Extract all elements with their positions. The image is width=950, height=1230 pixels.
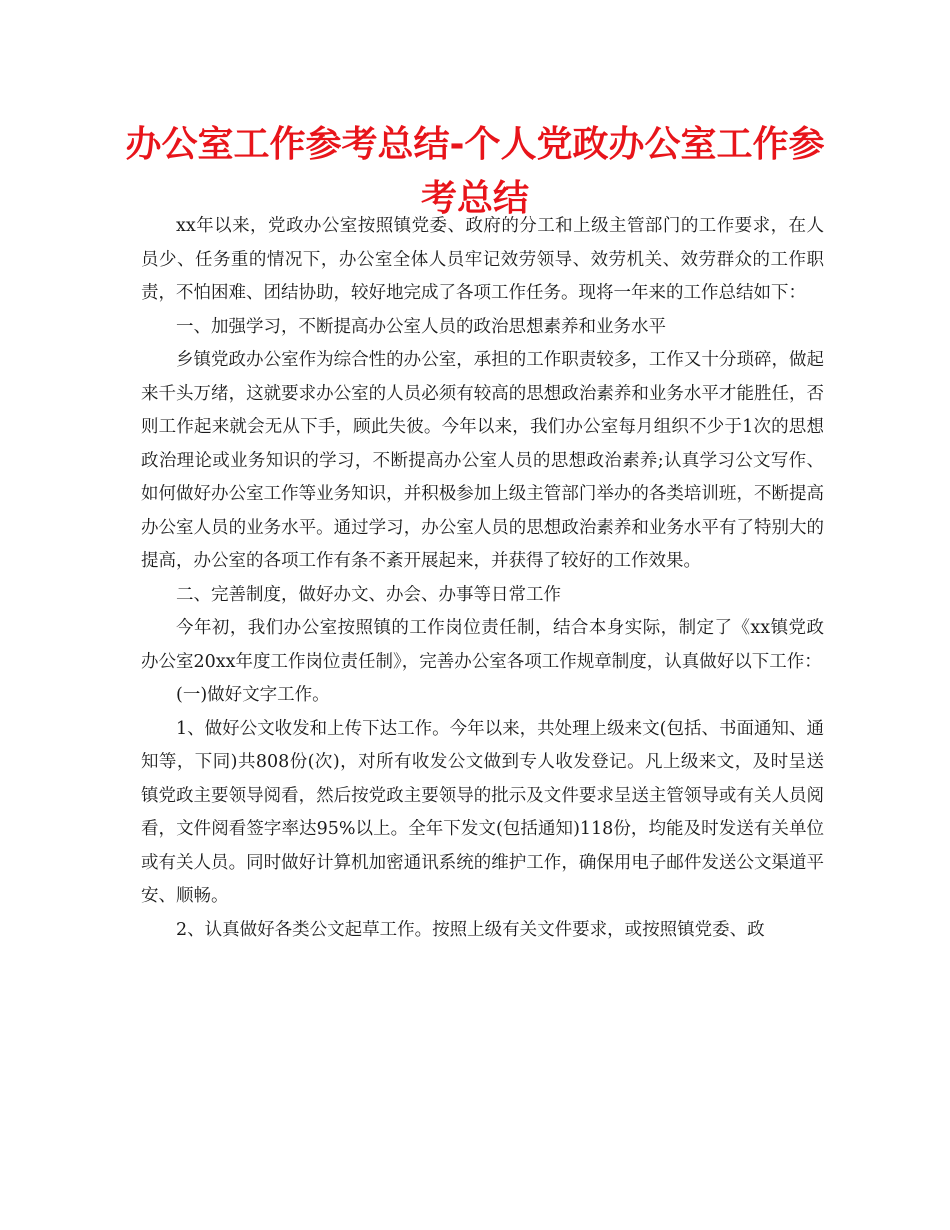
section-heading-1: 一、加强学习，不断提高办公室人员的政治思想素养和业务水平: [176, 316, 666, 337]
paragraph-system: 今年初，我们办公室按照镇的工作岗位责任制，结合本身实际，制定了《xx镇党政办公室20xx年度工作岗位责任制》，完善办公室各项工作规章制度，认真做好以下工作：: [141, 618, 824, 672]
section-heading-2: 二、完善制度，做好办文、办会、办事等日常工作: [176, 584, 561, 605]
paragraph-item-2: 2、认真做好各类公文起草工作。按照上级有关文件要求，或按照镇党委、政: [176, 919, 765, 940]
document-body: [141, 210, 824, 947]
paragraph-intro: xx年以来，党政办公室按照镇党委、政府的分工和上级主管部门的工作要求，在人员少、任务重的情况下，办公室全体人员牢记效劳领导、效劳机关、效劳群众的工作职责，不怕困难、团结协助，较好地完成了各项工作任务。现将一年来的工作总结如下：: [141, 216, 824, 303]
document-title: 办公室工作参考总结-个人党政办公室工作参考总结: [125, 124, 825, 219]
paragraph-study: 乡镇党政办公室作为综合性的办公室，承担的工作职责较多，工作又十分琐碎，做起来千头万绪，这就要求办公室的人员必须有较高的思想政治素养和业务水平才能胜任，否则工作起来就会无从下手，顾此失彼。今年以来，我们办公室每月组织不少于1次的思想政治理论或业务知识的学习，不断提高办公室人员的思想政治素养;认真学习公文写作、如何做好办公室工作等业务知识，并积极参加上级主管部门举办的各类培训班，不断提高办公室人员的业务水平。通过学习，办公室人员的思想政治素养和业务水平有了特别大的提高，办公室的各项工作有条不紊开展起来，并获得了较好的工作效果。: [141, 350, 824, 571]
paragraph-item-1: 1、做好公文收发和上传下达工作。今年以来，共处理上级来文(包括、书面通知、通知等，下同)共808份(次)，对所有收发公文做到专人收发登记。凡上级来文，及时呈送镇党政主要领导阅看，然后按党政主要领导的批示及文件要求呈送主管领导或有关人员阅看，文件阅看签字率达95%以上。全年下发文(包括通知)118份，均能及时发送有关单位或有关人员。同时做好计算机加密通讯系统的维护工作，确保用电子邮件发送公文渠道平安、顺畅。: [141, 718, 824, 906]
subsection-heading-1: (一)做好文字工作。: [176, 685, 330, 705]
